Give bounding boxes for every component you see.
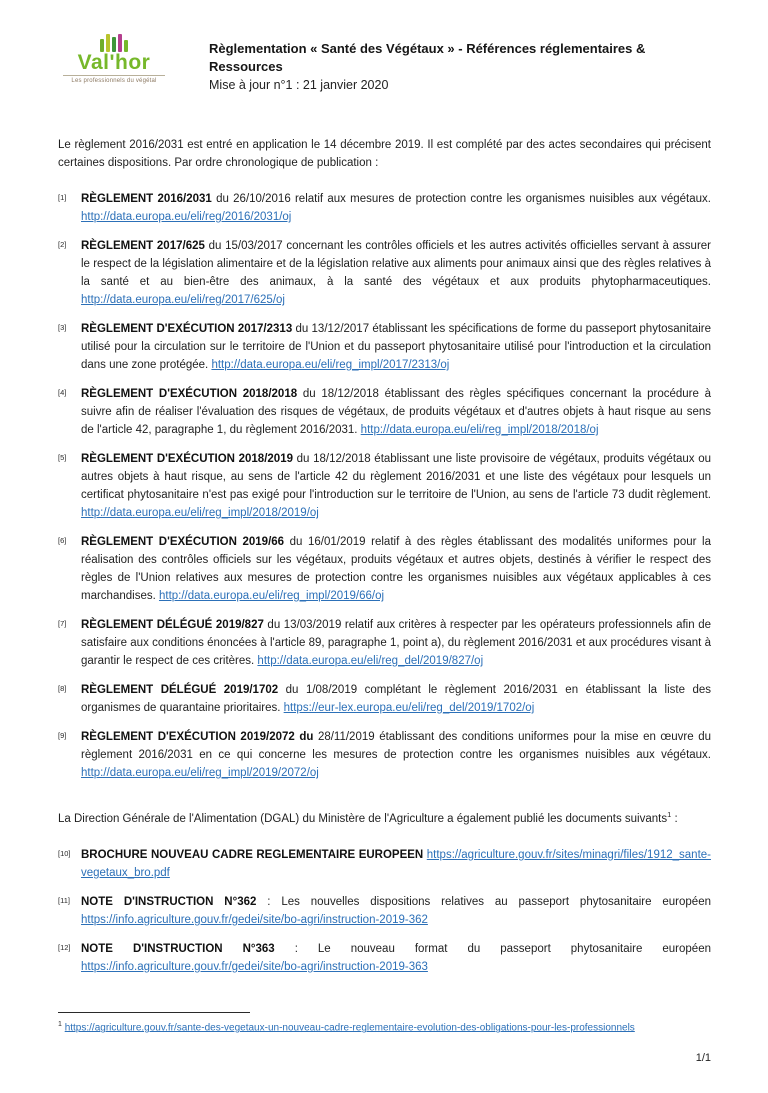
- footnote-text: [58, 1018, 711, 1035]
- item-description: du 13/03/2019 relatif aux critères à respecter par les opérateurs professionnels afin de satisfaire aux conditions énoncées à l'article 89, paragraphe 1, point a), du règlement 2016/2031 et aux procédures visant à garantir le respect de ces critères.: [81, 619, 711, 667]
- document-title: Règlementation « Santé des Végétaux » - Références réglementaires & Ressources: [209, 41, 646, 74]
- item-link[interactable]: http://data.europa.eu/eli/reg/2017/625/oj: [81, 294, 285, 306]
- reference-item: [58, 728, 711, 782]
- item-title: RÈGLEMENT DÉLÉGUÉ 2019/827: [81, 619, 264, 631]
- item-link[interactable]: https://info.agriculture.gouv.fr/gedei/site/bo-agri/instruction-2019-363: [81, 960, 428, 973]
- item-description: du 26/10/2016 relatif aux mesures de protection contre les organismes nuisibles aux végétaux.: [211, 193, 711, 205]
- reference-item: [58, 893, 711, 929]
- item-number: [4]: [58, 388, 67, 397]
- item-description: du 18/12/2018 établissant des règles spécifiques concernant la procédure à suivre afin de réaliser l'évaluation des risques de végétaux, de produits végétaux et d'autres objets à haut risque au sens de l'article 42, paragraphe 1, du règlement 2016/2031.: [81, 388, 711, 436]
- dgal-text: La Direction Générale de l'Alimentation (DGAL) du Ministère de l'Agriculture a également publié les documents suivants: [58, 812, 668, 825]
- item-title: NOTE D'INSTRUCTION N°363: [81, 942, 275, 955]
- footnote-ref-marker: 1: [667, 810, 672, 819]
- item-title: RÈGLEMENT D'EXÉCUTION 2019/66: [81, 536, 285, 548]
- header-titles: [209, 33, 711, 95]
- item-number: [10]: [58, 848, 71, 858]
- item-link[interactable]: https://agriculture.gouv.fr/sites/minagri/files/1912_sante-vegetaux_bro.pdf: [81, 848, 711, 879]
- logo-bar-icon: [118, 34, 122, 52]
- item-title: RÈGLEMENT 2016/2031: [81, 193, 212, 205]
- valhor-logo: [55, 33, 173, 84]
- item-link[interactable]: http://data.europa.eu/eli/reg_impl/2018/2018/oj: [360, 424, 599, 436]
- reference-item: [58, 190, 711, 226]
- item-link[interactable]: http://data.europa.eu/eli/reg_impl/2018/2019/oj: [81, 507, 319, 519]
- reference-item: [58, 320, 711, 374]
- item-link[interactable]: http://data.europa.eu/eli/reg/2016/2031/oj: [81, 211, 292, 223]
- valhor-brand-text: Val'hor: [77, 51, 151, 74]
- reference-item: [58, 846, 711, 882]
- regulation-list: [58, 190, 711, 782]
- item-title: RÈGLEMENT D'EXÉCUTION 2019/2072 du: [81, 731, 314, 743]
- item-number: [3]: [58, 323, 67, 332]
- item-description: du 18/12/2018 établissant une liste provisoire de végétaux, produits végétaux ou autres objets à haut risque, au sens de l'article 42 du règlement 2016/2031 et une liste des végétaux pour lesquels un certificat phytosanitaire n'est pas exigé pour l'introduction sur le territoire de l'Union, au sens de l'article 73 dudit règlement.: [81, 453, 711, 501]
- item-title: RÈGLEMENT 2017/625: [81, 240, 205, 252]
- dgal-suffix: :: [671, 812, 678, 825]
- reference-item: [58, 681, 711, 717]
- item-link[interactable]: http://data.europa.eu/eli/reg_impl/2017/2313/oj: [211, 359, 450, 371]
- item-description: du 13/12/2017 établissant les spécifications de forme du passeport phytosanitaire utilisé pour la circulation sur le territoire de l'Union et du passeport phytosanitaire utilisé pour l'introduction et la circulation dans une zone protégée.: [81, 323, 712, 371]
- dgal-paragraph: [58, 806, 711, 828]
- item-number: [9]: [58, 731, 67, 740]
- item-description: du 1/08/2019 complétant le règlement 2016/2031 en établissant la liste des organismes de quarantaine prioritaires.: [81, 684, 712, 714]
- item-number: [7]: [58, 619, 67, 628]
- reference-item: [58, 533, 711, 605]
- logo-bar-icon: [112, 37, 116, 52]
- valhor-logo-bars-icon: [55, 33, 173, 52]
- item-link[interactable]: http://data.europa.eu/eli/reg_impl/2019/2072/oj: [81, 767, 319, 779]
- footnote-number: 1: [58, 1021, 62, 1028]
- item-number: [5]: [58, 453, 67, 462]
- document-header: [58, 33, 711, 95]
- document-subtitle: Mise à jour n°1 : 21 janvier 2020: [209, 78, 389, 92]
- item-link[interactable]: http://data.europa.eu/eli/reg_impl/2019/66/oj: [158, 590, 385, 602]
- intro-paragraph: Le règlement 2016/2031 est entré en application le 14 décembre 2019. Il est complété par des actes secondaires qui précisent certaines dispositions. Par ordre chronologique de publication :: [58, 139, 711, 169]
- item-link[interactable]: https://info.agriculture.gouv.fr/gedei/site/bo-agri/instruction-2019-362: [81, 913, 428, 926]
- item-description: du 16/01/2019 relatif à des règles établissant des modalités uniformes pour la réalisation des contrôles officiels sur les végétaux, produits végétaux et autres objets, destinés à vérifier le respect des règles de l'Union relatives aux mesures de protection contre les organismes nuisibles aux végétaux applicables à ces marchandises.: [81, 536, 711, 602]
- item-title: BROCHURE NOUVEAU CADRE REGLEMENTAIRE EUROPEEN: [81, 848, 424, 861]
- logo-divider: [63, 75, 165, 76]
- reference-item: [58, 616, 711, 670]
- reference-item: [58, 385, 711, 439]
- item-title: RÈGLEMENT D'EXÉCUTION 2018/2019: [81, 453, 293, 465]
- item-description: : Le nouveau format du passeport phytosanitaire européen: [274, 942, 711, 955]
- item-number: [12]: [58, 942, 71, 952]
- logo-bar-icon: [106, 34, 110, 52]
- item-description: : Les nouvelles dispositions relatives au passeport phytosanitaire européen: [256, 895, 711, 908]
- reference-item: [58, 237, 711, 309]
- item-number: [2]: [58, 240, 67, 249]
- item-description: du 15/03/2017 concernant les contrôles officiels et les autres activités officielles servant à assurer le respect de la législation alimentaire et de la législation relative aux aliments pour animaux ainsi que des règles relatives à la santé et au bien-être des animaux, à la santé des végétaux et aux produits phytopharmaceutiques.: [81, 240, 712, 288]
- footnote-link[interactable]: https://agriculture.gouv.fr/sante-des-vegetaux-un-nouveau-cadre-reglementaire-evolution-des-obligations-pour-les-professionnels: [64, 1022, 635, 1034]
- item-link[interactable]: http://data.europa.eu/eli/reg_del/2019/827/oj: [257, 655, 484, 667]
- document-list: [58, 846, 711, 976]
- page-number: 1/1: [695, 1052, 711, 1064]
- item-number: [8]: [58, 684, 67, 693]
- item-link[interactable]: https://eur-lex.europa.eu/eli/reg_del/2019/1702/oj: [283, 702, 535, 714]
- valhor-tagline: Les professionnels du végétal: [71, 78, 157, 84]
- reference-item: [58, 940, 711, 976]
- item-title: NOTE D'INSTRUCTION N°362: [81, 895, 257, 908]
- item-title: RÈGLEMENT D'EXÉCUTION 2017/2313: [81, 323, 293, 335]
- item-number: [1]: [58, 193, 67, 202]
- footnote-separator: [58, 1012, 250, 1013]
- item-title: RÈGLEMENT DÉLÉGUÉ 2019/1702: [81, 684, 279, 696]
- item-title: RÈGLEMENT D'EXÉCUTION 2018/2018: [81, 388, 298, 400]
- footnote: [58, 1012, 711, 1035]
- item-description: 28/11/2019 établissant des conditions uniformes pour la mise en œuvre du règlement 2016/2031 en ce qui concerne les mesures de protection contre les organismes nuisibles aux végétaux.: [81, 731, 711, 761]
- item-number: [11]: [58, 895, 70, 905]
- reference-item: [58, 450, 711, 522]
- item-number: [6]: [58, 536, 67, 545]
